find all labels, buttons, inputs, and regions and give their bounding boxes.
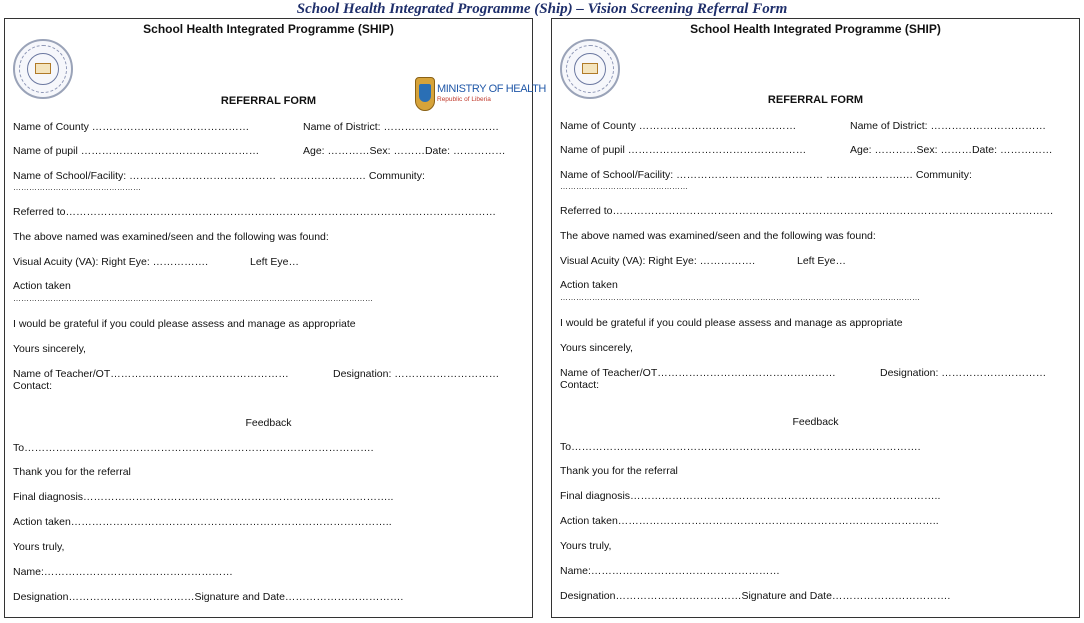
va-right-eye-field: Visual Acuity (VA): Right Eye: ……………. (13, 256, 209, 268)
thanks-text: Thank you for the referral (13, 466, 131, 478)
contact-field: Contact: (13, 380, 53, 392)
va-left-eye-field: Left Eye… (250, 256, 300, 268)
yours-truly-text: Yours truly, (13, 541, 65, 553)
yours-truly-text: Yours truly, (560, 540, 612, 552)
referred-to-field: Referred to…………………………………………………………………………………………………………… (13, 206, 497, 218)
final-diagnosis-field: Final diagnosis…………………………………………………………………………….. (560, 490, 941, 502)
examined-text: The above named was examined/seen and the following was found: (560, 230, 876, 242)
school-field-continued: ………………………………………… (13, 183, 141, 192)
county-field: Name of County ……………………………………… (13, 121, 250, 133)
contact-field: Contact: (560, 379, 600, 391)
feedback-action-taken-field: Action taken……………………………………………………………………………….. (13, 516, 392, 528)
ministry-of-education-seal (13, 39, 73, 99)
pupil-field: Name of pupil …………………………………………… (560, 144, 807, 156)
referral-form-right (551, 18, 1080, 618)
grateful-text: I would be grateful if you could please assess and manage as appropriate (560, 317, 903, 329)
action-taken-label: Action taken (13, 280, 71, 292)
pupil-field: Name of pupil …………………………………………… (13, 145, 260, 157)
moh-logo-text: MINISTRY OF HEALTH (437, 83, 546, 95)
action-taken-line: ……………………………………………………………………………………………………………………… (560, 293, 920, 302)
district-field: Name of District: …………………………… (850, 120, 1047, 132)
feedback-to-field: To………………………………………………………………………………………. (560, 441, 921, 453)
feedback-to-field: To………………………………………………………………………………………. (13, 442, 374, 454)
feedback-heading: Feedback (792, 416, 839, 428)
school-field-continued: ………………………………………… (560, 182, 688, 191)
feedback-name-field: Name:……………………………………………… (13, 566, 233, 578)
age-sex-date-field: Age: …………Sex: ………Date: …………… (303, 145, 506, 157)
ministry-of-education-seal (560, 39, 620, 99)
form-header: School Health Integrated Programme (SHIP) (143, 22, 394, 36)
form-title: REFERRAL FORM (220, 95, 317, 107)
va-right-eye-field: Visual Acuity (VA): Right Eye: ……………. (560, 255, 756, 267)
referral-form-left (4, 18, 546, 618)
page-title: School Health Integrated Programme (Ship) – Vision Screening Referral Form (296, 1, 788, 17)
designation-signature-field: Designation………………………………Signature and Date……………………………. (560, 590, 951, 602)
yours-sincerely-text: Yours sincerely, (560, 342, 633, 354)
age-sex-date-field: Age: …………Sex: ………Date: …………… (850, 144, 1053, 156)
seal-book-icon (35, 63, 51, 74)
action-taken-line: ……………………………………………………………………………………………………………………… (13, 294, 373, 303)
final-diagnosis-field: Final diagnosis…………………………………………………………………………….. (13, 491, 394, 503)
form-title: REFERRAL FORM (767, 94, 864, 106)
thanks-text: Thank you for the referral (560, 465, 678, 477)
feedback-name-field: Name:……………………………………………… (560, 565, 780, 577)
examined-text: The above named was examined/seen and the following was found: (13, 231, 329, 243)
school-field: Name of School/Facility: …………………………………… ………………….… Community: (13, 170, 425, 182)
seal-book-icon (582, 63, 598, 74)
teacher-name-field: Name of Teacher/OT…………………………………………… (560, 367, 836, 379)
referred-to-field: Referred to……………………………………………………………………………………………………………… (560, 205, 1054, 217)
teacher-name-field: Name of Teacher/OT…………………………………………… (13, 368, 289, 380)
action-taken-label: Action taken (560, 279, 618, 291)
yours-sincerely-text: Yours sincerely, (13, 343, 86, 355)
feedback-action-taken-field: Action taken……………………………………………………………………………….. (560, 515, 939, 527)
designation-field: Designation: ………………………… (880, 367, 1047, 379)
county-field: Name of County ……………………………………… (560, 120, 797, 132)
form-header: School Health Integrated Programme (SHIP) (690, 22, 941, 36)
designation-signature-field: Designation………………………………Signature and Date……………………………. (13, 591, 404, 603)
district-field: Name of District: …………………………… (303, 121, 500, 133)
grateful-text: I would be grateful if you could please assess and manage as appropriate (13, 318, 356, 330)
feedback-heading: Feedback (245, 417, 292, 429)
va-left-eye-field: Left Eye… (797, 255, 847, 267)
school-field: Name of School/Facility: …………………………………… ………………….… Community: (560, 169, 972, 181)
moh-logo-sub: Republic of Liberia (437, 96, 491, 103)
designation-field: Designation: ………………………… (333, 368, 500, 380)
